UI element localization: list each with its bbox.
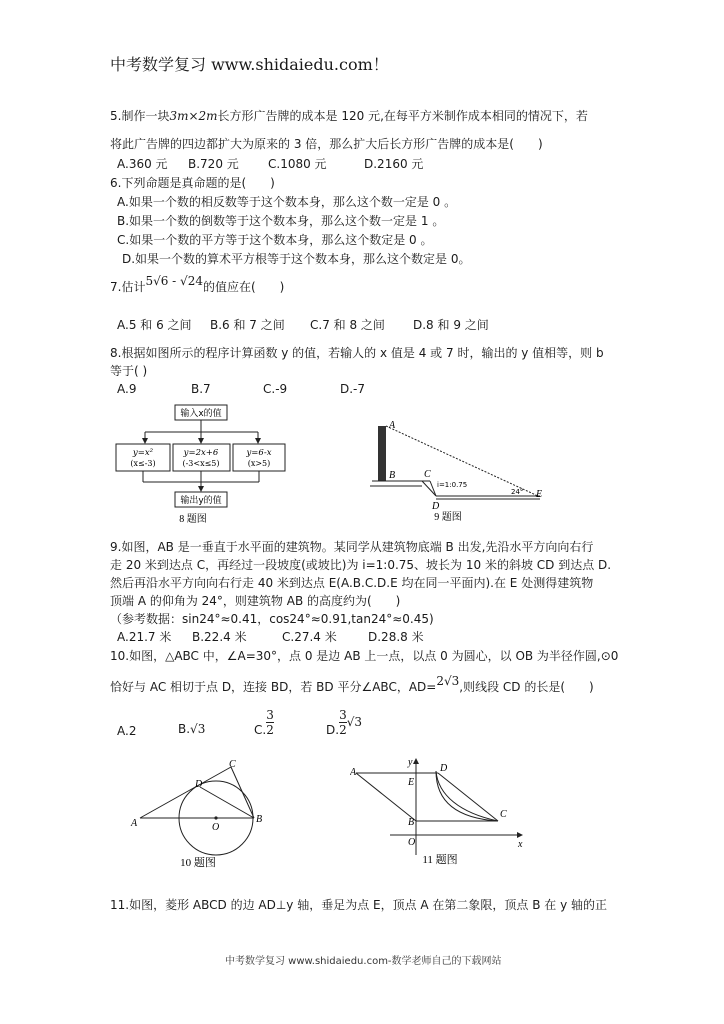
q7-stem [110,274,285,295]
q5-option-d: D.2160 元 [364,157,424,171]
q10-ad-value: 2√3 [436,674,460,688]
q5-option-b: B.720 元 [188,157,239,171]
q8-option-d: D.-7 [340,382,366,396]
figure-8-caption: 8 题图 [179,514,207,525]
figure-9-caption: 9 题图 [434,512,462,523]
flow-input-label: 输入x的值 [180,409,222,419]
q10-line2 [110,674,594,695]
q5-option-a: A.360 元 [117,157,168,171]
q5-option-c: C.1080 元 [268,157,327,171]
q7-option-b: B.6 和 7 之间 [210,318,285,332]
q6-option-c: C.如果一个数的平方等于这个数本身，那么这个数定是 0 。 [117,233,433,247]
fig10-label-a: A [131,818,138,829]
q8-option-a: A.9 [117,382,137,396]
fig11-label-a: A [350,767,357,778]
q7-option-a: A.5 和 6 之间 [117,318,192,332]
fig11-label-x: x [518,839,523,850]
q7-prefix: 7.估计 [110,280,146,294]
fig9-label-d: D [432,501,440,512]
flow-branch-3-formula: y=6-x [246,448,272,458]
q10-option-d-fraction [339,708,347,737]
figure-9-slope [370,418,560,526]
q7-option-c: C.7 和 8 之间 [310,318,385,332]
center-o-point [214,816,217,819]
q5-line1 [110,107,588,124]
q9-option-d: D.28.8 米 [368,630,424,644]
q7-expression: 5√6 - √24 [145,274,203,288]
q10-option-b-value: √3 [190,722,206,736]
q8-line1: 8.根据如图所示的程序计算函数 y 的值，若输人的 x 值是 4 或 7 时，输出的 y 值相等，则 b [110,346,604,360]
flow-branch-2-formula: y=2x+6 [183,448,219,458]
q10-option-c [254,708,274,737]
q7-option-d: D.8 和 9 之间 [413,318,489,332]
figure-11-rhombus [350,755,526,867]
fig10-label-d: D [195,779,203,790]
q8-option-b: B.7 [191,382,211,396]
fig9-label-c: C [424,469,431,480]
q6-option-d: D.如果一个数的算术平方根等于这个数本身，那么这个数定是 0。 [122,252,471,266]
figure-10-circle [128,758,268,870]
q10-option-d-denominator: 2 [339,723,347,737]
figure-8-flowchart [112,402,308,527]
page-footer: 中考数学复习 www.shidaiedu.com-数学老师自己的下载网站 [225,956,502,967]
q10-option-b-letter: B. [178,722,191,736]
q9-option-b: B.22.4 米 [192,630,247,644]
q9-line4: 顶端 A 的仰角为 24°，则建筑物 AB 的高度约为( ) [110,594,401,608]
q10-line2-suffix: ,则线段 CD 的长是( ) [459,680,594,694]
fig11-label-c: C [500,809,507,820]
fig11-label-o: O [408,837,416,848]
building-ab [378,426,386,481]
q5-suffix: 长方形广告牌的成本是 120 元,在每平方米制作成本相同的情况下，若 [217,109,588,123]
flow-branch-1-formula: y=x² [132,448,154,458]
fig9-label-b: B [389,470,396,481]
fig9-label-a: A [389,420,396,431]
q5-prefix: 5.制作一块 [110,109,170,123]
q10-option-c-denominator: 2 [266,723,274,737]
q10-option-d-numerator: 3 [339,708,347,722]
flow-branch-2-condition: (-3<x≤5) [182,459,220,468]
page-header: 中考数学复习 www.shidaiedu.com！ [110,55,389,74]
q5-area-expression: 3m×2m [169,109,218,123]
q6-option-a: A.如果一个数的相反数等于这个数本身，那么这个数一定是 0 。 [117,195,457,209]
fig10-label-o: O [212,822,220,833]
q10-option-b [178,722,205,736]
fig11-label-b: B [408,817,415,828]
q9-option-a: A.21.7 米 [117,630,172,644]
q8-line2: 等于( ) [110,364,148,378]
q9-line1: 9.如图，AB 是一垂直于水平面的建筑物。某同学从建筑物底端 B 出发,先沿水平方向向右行 [110,540,594,554]
q7-suffix: 的值应在( ) [202,280,285,294]
figure-10-caption: 10 题图 [180,857,216,869]
q6-stem: 6.下列命题是真命题的是( ) [110,176,275,190]
q6-option-b: B.如果一个数的倒数等于这个数本身，那么这个数一定是 1 。 [117,214,445,228]
q10-option-a: A.2 [117,724,137,738]
q10-option-d [326,708,362,737]
q10-line1: 10.如图，△ABC 中，∠A=30°，点 0 是边 AB 上一点，以点 0 为圆心，以 OB 为半径作圆,⊙0 [110,649,619,663]
q9-line2: 走 20 米到达点 C，再经过一段坡度(或坡比)为 i=1:0.75、坡长为 10 米的斜坡 CD 到达点 D. [110,558,612,572]
fig9-slope-ratio: i=1:0.75 [437,481,468,489]
q10-option-d-letter: D. [326,723,340,737]
q10-line2-prefix: 恰好与 AC 相切于点 D，连接 BD，若 BD 平分∠ABC，AD= [110,680,437,694]
flow-branch-1-condition: (x≤-3) [130,459,156,468]
fig10-label-b: B [256,814,263,825]
q10-option-c-letter: C. [254,723,267,737]
q10-option-d-root: √3 [346,715,362,729]
flow-branch-3-condition: (x>5) [247,459,271,468]
fig11-label-e: E [408,777,415,788]
fig9-angle: 24° [511,488,524,496]
q10-option-c-numerator: 3 [266,708,274,722]
figure-11-caption: 11 题图 [422,854,458,866]
fig10-label-c: C [229,759,236,770]
q9-reference-data: （参考数据：sin24°≈0.41，cos24°≈0.91,tan24°≈0.45) [110,612,434,626]
fig9-label-e: E [536,489,543,500]
q10-option-c-fraction [266,708,274,737]
q9-option-c: C.27.4 米 [282,630,337,644]
q5-line2: 将此广告牌的四边都扩大为原来的 3 倍，那么扩大后长方形广告牌的成本是( ) [110,137,543,151]
flow-output-label: 输出y的值 [180,496,222,506]
q9-line3: 然后再沿水平方向向右行走 40 米到达点 E(A.B.C.D.E 均在同一平面内).在 E 处测得建筑物 [110,576,594,590]
q8-option-c: C.-9 [263,382,288,396]
fig11-label-y: y [408,757,413,768]
fig11-label-d: D [440,763,448,774]
q11-line1: 11.如图，菱形 ABCD 的边 AD⊥y 轴，垂足为点 E，顶点 A 在第二象限，顶点 B 在 y 轴的正 [110,898,608,912]
